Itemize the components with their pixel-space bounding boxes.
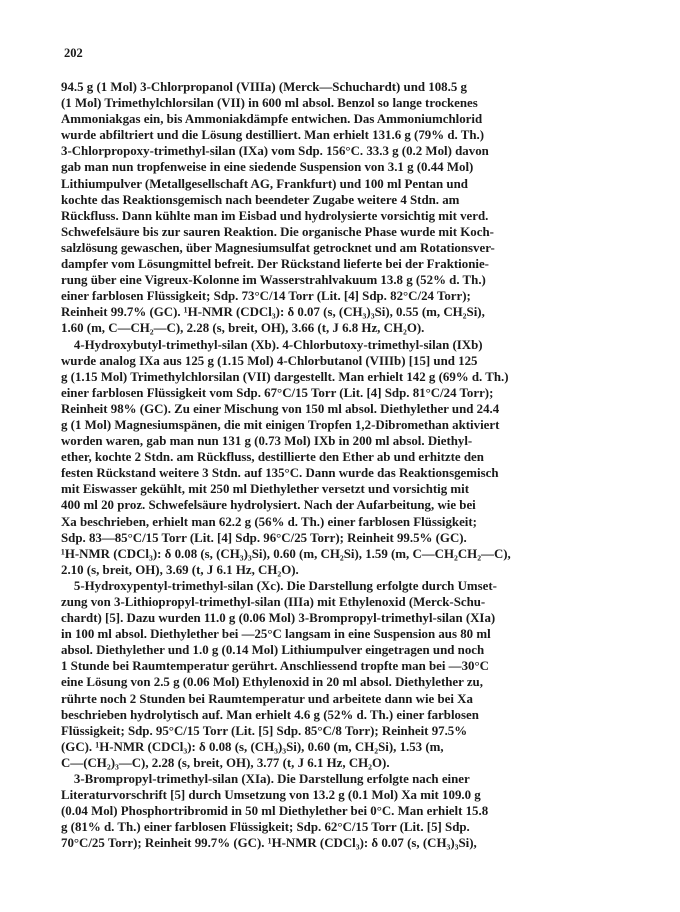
text-line: Reinheit 99.7% (GC). ¹H-NMR (CDCl₃): δ 0.07 (s, (CH₃)₃Si), 0.55 (m, CH₂Si), [61,305,485,320]
body-text [61,79,635,852]
text-line: beschrieben hydrolytisch auf. Man erhielt 4.6 g (52% d. Th.) einer farblosen [61,707,479,722]
text-line: rührte noch 2 Stunden bei Raumtemperatur und arbeitete dann wie bei Xa [61,691,473,706]
text-line: gab man nun tropfenweise in eine siedende Suspension von 3.1 g (0.44 Mol) [61,160,474,175]
text-line: kochte das Reaktionsgemisch nach beendeter Zugabe weitere 4 Stdn. am [61,192,460,207]
text-line: (GC). ¹H-NMR (CDCl₃): δ 0.08 (s, (CH₃)₃Si), 0.60 (m, CH₂Si), 1.53 (m, [61,739,444,754]
text-line: Literaturvorschrift [5] durch Umsetzung von 13.2 g (0.1 Mol) Xa mit 109.0 g [61,788,481,803]
text-line: 1 Stunde bei Raumtemperatur gerührt. Anschliessend tropfte man bei —30°C [61,659,489,674]
text-line: C—(CH₂)₃—C), 2.28 (s, breit, OH), 3.77 (t, J 6.1 Hz, CH₂O). [61,755,390,770]
text-line: Rückfluss. Dann kühlte man im Eisbad und hydrolysierte vorsichtig mit verd. [61,208,489,223]
text-line: Schwefelsäure bis zur sauren Reaktion. Die organische Phase wurde mit Koch- [61,224,494,239]
text-line: mit Eiswasser gekühlt, mit 250 ml Diethylether versetzt und vorsichtig mit [61,482,470,497]
text-line: g (1 Mol) Magnesiumspänen, die mit einigen Tropfen 1,2-Dibromethan aktiviert [61,417,500,432]
text-line: Flüssigkeit; Sdp. 95°C/15 Torr (Lit. [5] Sdp. 85°C/8 Torr); Reinheit 97.5% [61,723,468,738]
text-line: ether, kochte 2 Stdn. am Rückfluss, destillierte den Ether ab und erhitzte den [61,450,484,465]
text-line: 3-Brompropyl-trimethyl-silan (XIa). Die Darstellung erfolgte nach einer [61,772,470,787]
text-line: 2.10 (s, breit, OH), 3.69 (t, J 6.1 Hz, CH₂O). [61,562,299,577]
text-line: g (81% d. Th.) einer farblosen Flüssigkeit; Sdp. 62°C/15 Torr (Lit. [5] Sdp. [61,820,470,835]
text-line: (1 Mol) Trimethylchlorsilan (VII) in 600 ml absol. Benzol so lange trockenes [61,96,478,111]
text-line: eine Lösung von 2.5 g (0.06 Mol) Ethylenoxid in 20 ml absol. Diethylether zu, [61,675,483,690]
text-line: (0.04 Mol) Phosphortribromid in 50 ml Diethylether bei 0°C. Man erhielt 15.8 [61,804,489,819]
text-line: worden waren, gab man nun 131 g (0.73 Mol) IXb in 200 ml absol. Diethyl- [61,434,473,449]
text-line: 70°C/25 Torr); Reinheit 99.7% (GC). ¹H-NMR (CDCl₃): δ 0.07 (s, (CH₃)₃Si), [61,836,477,851]
text-line: 4-Hydroxybutyl-trimethyl-silan (Xb). 4-Chlorbutoxy-trimethyl-silan (IXb) [61,337,483,352]
text-line: 1.60 (m, C—CH₂—C), 2.28 (s, breit, OH), 3.66 (t, J 6.8 Hz, CH₂O). [61,321,425,336]
text-line: wurde analog IXa aus 125 g (1.15 Mol) 4-Chlorbutanol (VIIIb) [15] und 125 [61,353,478,368]
text-line: 400 ml 20 proz. Schwefelsäure hydrolysiert. Nach der Aufarbeitung, wie bei [61,498,476,513]
text-line: absol. Diethylether und 1.0 g (0.14 Mol) Lithiumpulver eingetragen und noch [61,643,485,658]
text-line: ¹H-NMR (CDCl₃): δ 0.08 (s, (CH₃)₃Si), 0.60 (m, CH₂Si), 1.59 (m, C—CH₂CH₂—C), [61,546,511,561]
text-line: 5-Hydroxypentyl-trimethyl-silan (Xc). Die Darstellung erfolgte durch Umset- [61,578,497,593]
text-line: Ammoniakgas ein, bis Ammoniakdämpfe entwichen. Das Ammoniumchlorid [61,112,483,127]
text-line: chardt) [5]. Dazu wurden 11.0 g (0.06 Mol) 3-Brompropyl-trimethyl-silan (XIa) [61,611,496,626]
text-line: salzlösung gewaschen, über Magnesiumsulfat getrocknet und am Rotationsver- [61,240,495,255]
text-line: zung von 3-Lithiopropyl-trimethyl-silan (IIIa) mit Ethylenoxid (Merck-Schu- [61,595,486,609]
text-line: wurde abfiltriert und die Lösung destilliert. Man erhielt 131.6 g (79% d. Th.) [61,128,485,143]
text-line: dampfer vom Lösungmittel befreit. Der Rückstand lieferte bei der Fraktionie- [61,257,489,272]
page-number: 202 [64,46,83,60]
text-line: 3-Chlorpropoxy-trimethyl-silan (IXa) vom Sdp. 156°C. 33.3 g (0.2 Mol) davon [61,144,489,159]
text-line: in 100 ml absol. Diethylether bei —25°C langsam in eine Suspension aus 80 ml [61,627,491,642]
text-line: 94.5 g (1 Mol) 3-Chlorpropanol (VIIIa) (Merck—Schuchardt) und 108.5 g [61,80,467,94]
text-line: g (1.15 Mol) Trimethylchlorsilan (VII) dargestellt. Man erhielt 142 g (69% d. Th.) [61,369,509,384]
text-line: rung über eine Vigreux-Kolonne im Wasserstrahlvakuum 13.8 g (52% d. Th.) [61,273,486,288]
text-line: einer farblosen Flüssigkeit; Sdp. 73°C/14 Torr (Lit. [4] Sdp. 82°C/24 Torr); [61,289,471,304]
text-line: Sdp. 83—85°C/15 Torr (Lit. [4] Sdp. 96°C/25 Torr); Reinheit 99.5% (GC). [61,530,467,545]
text-line: Reinheit 98% (GC). Zu einer Mischung von 150 ml absol. Diethylether und 24.4 [61,401,500,416]
text-line: einer farblosen Flüssigkeit vom Sdp. 67°C/15 Torr (Lit. [4] Sdp. 81°C/24 Torr); [61,385,494,400]
text-line: Lithiumpulver (Metallgesellschaft AG, Frankfurt) und 100 ml Pentan und [61,176,468,191]
text-line: festen Rückstand weitere 3 Stdn. auf 135°C. Dann wurde das Reaktionsgemisch [61,466,499,481]
text-line: Xa beschrieben, erhielt man 62.2 g (56% d. Th.) einer farblosen Flüssigkeit; [61,514,477,529]
